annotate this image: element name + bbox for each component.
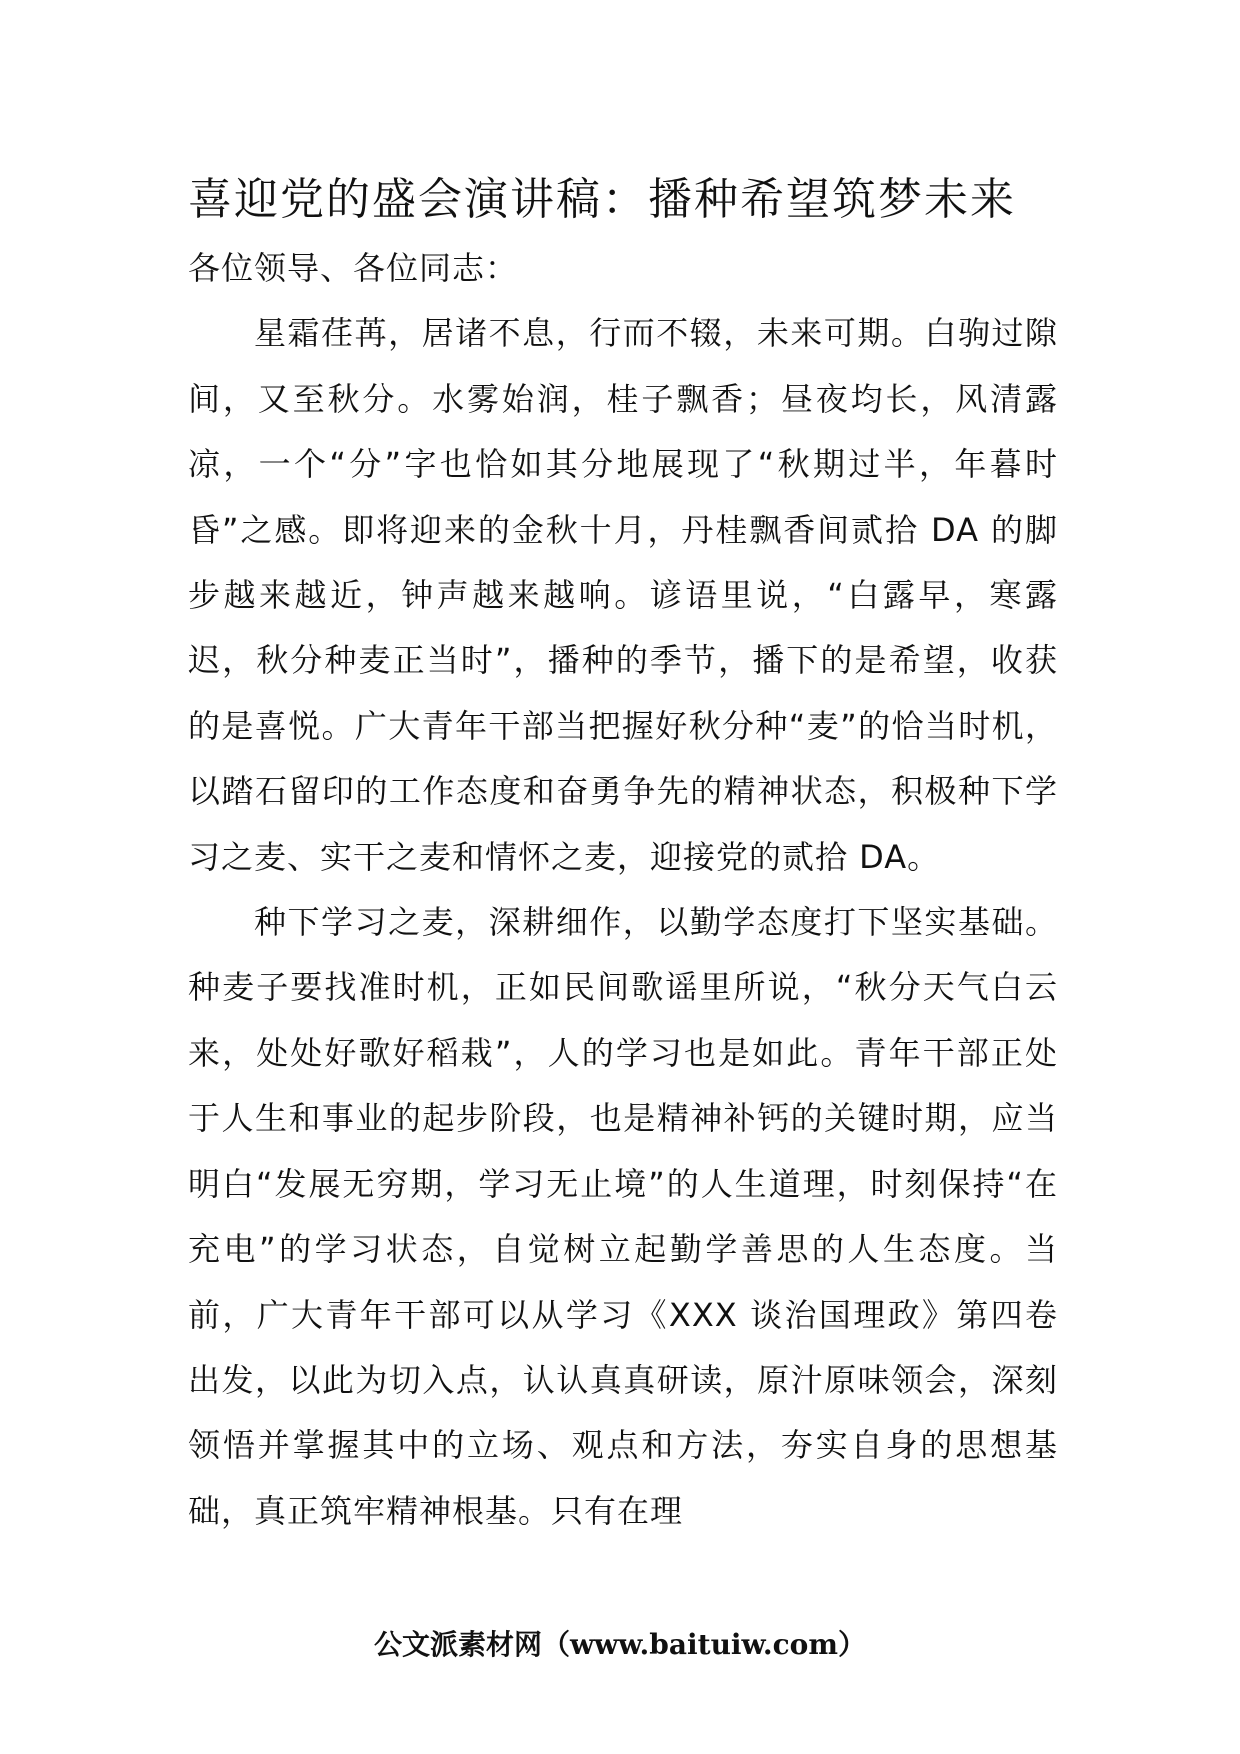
document-title: 喜迎党的盛会演讲稿：播种希望筑梦未来: [188, 174, 1016, 225]
footer-watermark: 公文派素材网（www.baituiw.com）: [374, 1628, 866, 1661]
paragraph: 星霜荏苒，居诸不息，行而不辍，未来可期。白驹过隙间，又至秋分。水雾始润，桂子飘香；昼夜均长，风清露凉，一个“分”字也恰如其分地展现了“秋期过半，年暮时昏”之感。即将迎来的金秋十月，丹桂飘香间贰拾 DA 的脚步越来越近，钟声越来越响。谚语里说，“白露早，寒露迟，秋分种麦正当时”，播种的季节，播下的是希望，收获的是喜悦。广大青年干部当把握好秋分种“麦”的恰当时机，以踏石留印的工作态度和奋勇争先的精神状态，积极种下学习之麦、实干之麦和情怀之麦，迎接党的贰拾 DA。: [188, 314, 1058, 876]
paragraph: 种下学习之麦，深耕细作，以勤学态度打下坚实基础。种麦子要找准时机，正如民间歌谣里所说，“秋分天气白云来，处处好歌好稻栽”，人的学习也是如此。青年干部正处于人生和事业的起步阶段，也是精神补钙的关键时期，应当明白“发展无穷期，学习无止境”的人生道理，时刻保持“在充电”的学习状态，自觉树立起勤学善思的人生态度。当前，广大青年干部可以从学习《XXX 谈治国理政》第四卷出发，以此为切入点，认认真真研读，原汁原味领会，深刻领悟并掌握其中的立场、观点和方法，夯实自身的思想基础，真正筑牢精神根基。只有在理: [188, 903, 1058, 1530]
salutation: 各位领导、各位同志：: [188, 249, 519, 287]
document-body: [188, 236, 1058, 1544]
